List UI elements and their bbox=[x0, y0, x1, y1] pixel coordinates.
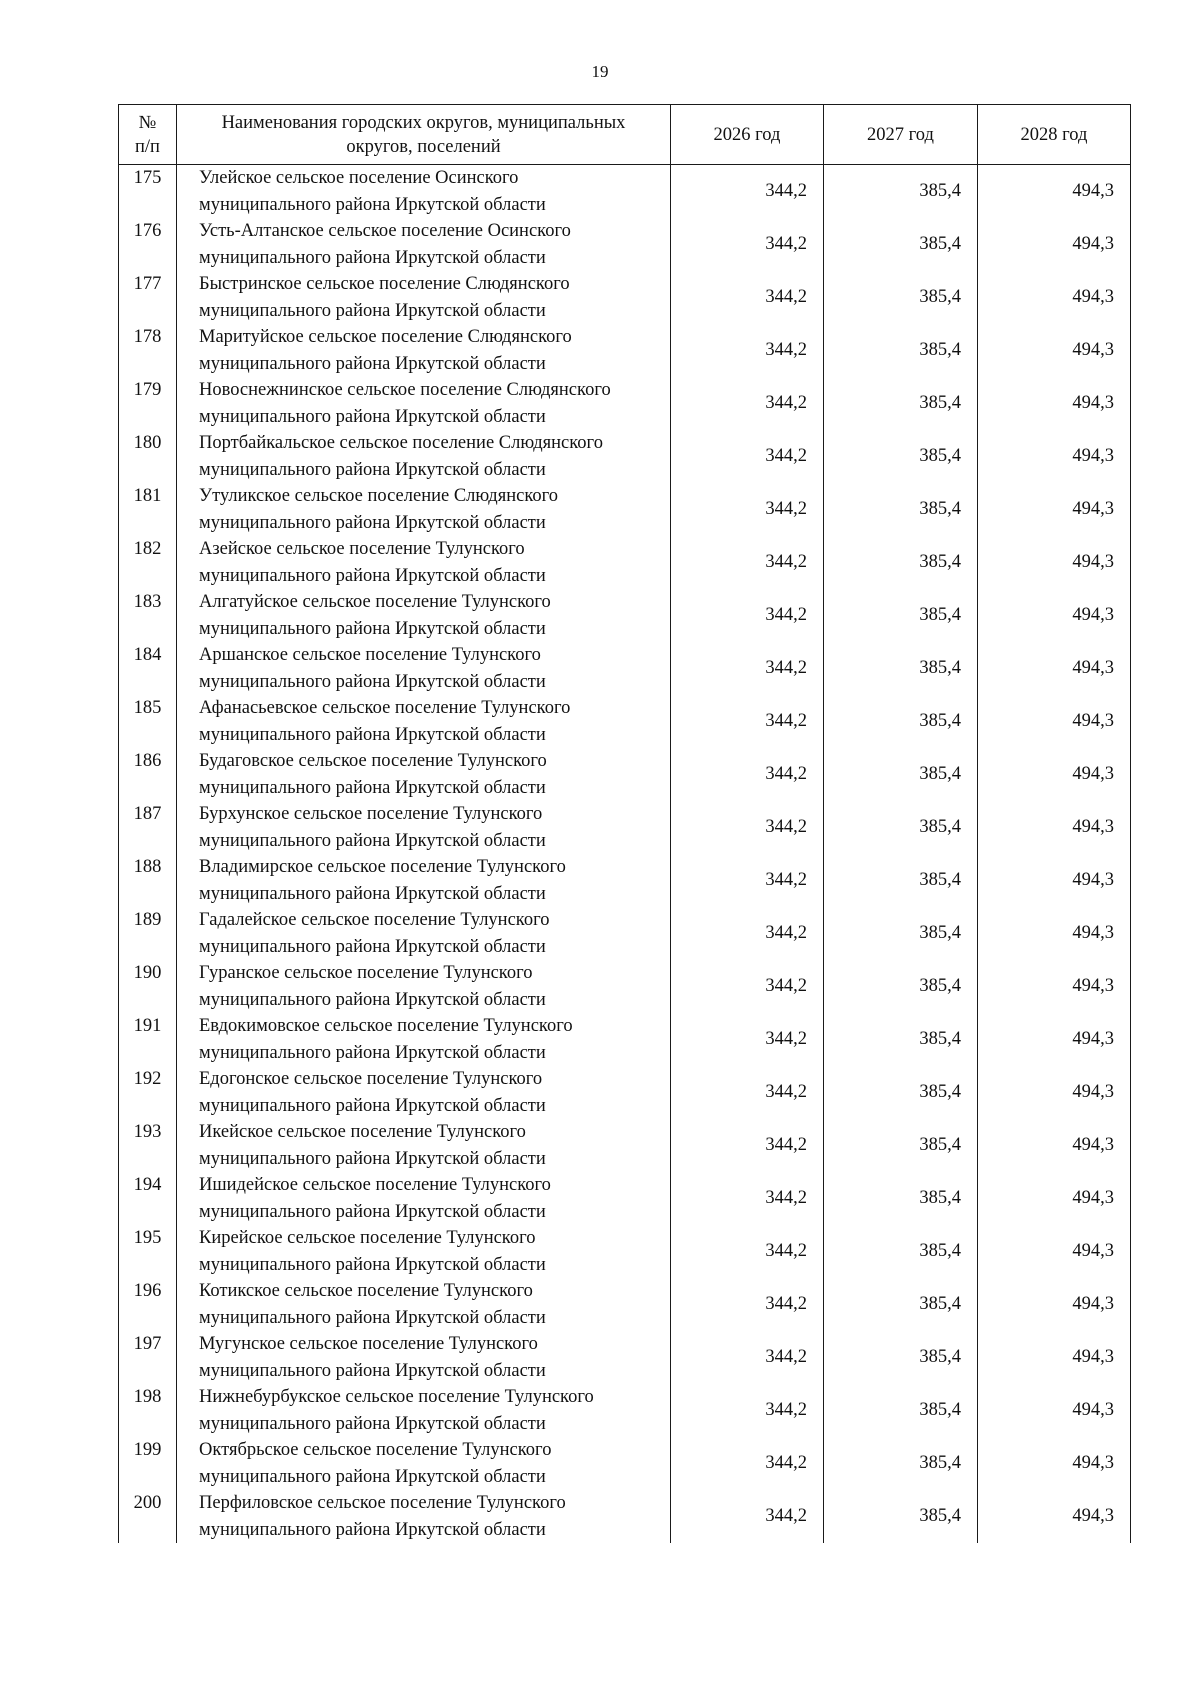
settlement-name-line1: Гадалейское сельское поселение Тулунского bbox=[199, 910, 550, 930]
settlement-name-line1: Маритуйское сельское поселение Слюдянского bbox=[199, 327, 572, 347]
settlement-name-line1: Азейское сельское поселение Тулунского bbox=[199, 539, 525, 559]
row-settlement-name bbox=[177, 1225, 671, 1278]
table-row bbox=[119, 1066, 1131, 1119]
settlement-name-line2: муниципального района Иркутской области bbox=[199, 1148, 546, 1169]
value-2027: 385,4 bbox=[824, 1384, 978, 1437]
value-2028: 494,3 bbox=[978, 589, 1131, 642]
value-2028: 494,3 bbox=[978, 1490, 1131, 1543]
value-2026: 344,2 bbox=[671, 324, 824, 377]
settlement-name-line2: муниципального района Иркутской области bbox=[199, 459, 546, 480]
row-settlement-name bbox=[177, 854, 671, 907]
value-2026: 344,2 bbox=[671, 1119, 824, 1172]
row-settlement-name bbox=[177, 642, 671, 695]
table-row bbox=[119, 642, 1131, 695]
value-2026: 344,2 bbox=[671, 1225, 824, 1278]
value-2028: 494,3 bbox=[978, 430, 1131, 483]
page-number: 19 bbox=[591, 62, 609, 81]
value-2026: 344,2 bbox=[671, 165, 824, 219]
row-number: 188 bbox=[119, 854, 177, 907]
row-number: 192 bbox=[119, 1066, 177, 1119]
table-row bbox=[119, 218, 1131, 271]
value-2028: 494,3 bbox=[978, 536, 1131, 589]
row-number: 196 bbox=[119, 1278, 177, 1331]
row-settlement-name bbox=[177, 1278, 671, 1331]
value-2026: 344,2 bbox=[671, 801, 824, 854]
row-settlement-name bbox=[177, 1119, 671, 1172]
row-number: 183 bbox=[119, 589, 177, 642]
value-2026: 344,2 bbox=[671, 483, 824, 536]
value-2028: 494,3 bbox=[978, 695, 1131, 748]
row-number: 179 bbox=[119, 377, 177, 430]
value-2028: 494,3 bbox=[978, 907, 1131, 960]
table-row bbox=[119, 748, 1131, 801]
row-number: 187 bbox=[119, 801, 177, 854]
settlement-name-line1: Алгатуйское сельское поселение Тулунского bbox=[199, 592, 551, 612]
settlement-name-line2: муниципального района Иркутской области bbox=[199, 1095, 546, 1116]
table-row bbox=[119, 324, 1131, 377]
value-2026: 344,2 bbox=[671, 1331, 824, 1384]
settlement-name-line1: Усть-Алтанское сельское поселение Осинского bbox=[199, 221, 571, 241]
row-number: 189 bbox=[119, 907, 177, 960]
row-number: 190 bbox=[119, 960, 177, 1013]
value-2027: 385,4 bbox=[824, 1172, 978, 1225]
row-settlement-name bbox=[177, 324, 671, 377]
row-number: 176 bbox=[119, 218, 177, 271]
value-2027: 385,4 bbox=[824, 748, 978, 801]
header-name-line1: Наименования городских округов, муниципальных bbox=[221, 112, 626, 133]
settlement-name-line2: муниципального района Иркутской области bbox=[199, 1360, 546, 1381]
row-number: 185 bbox=[119, 695, 177, 748]
value-2027: 385,4 bbox=[824, 1437, 978, 1490]
row-number: 197 bbox=[119, 1331, 177, 1384]
header-name bbox=[177, 105, 671, 165]
row-settlement-name bbox=[177, 1172, 671, 1225]
table-row bbox=[119, 536, 1131, 589]
settlement-name-line2: муниципального района Иркутской области bbox=[199, 883, 546, 904]
row-number: 193 bbox=[119, 1119, 177, 1172]
value-2028: 494,3 bbox=[978, 748, 1131, 801]
value-2027: 385,4 bbox=[824, 1066, 978, 1119]
value-2028: 494,3 bbox=[978, 854, 1131, 907]
value-2028: 494,3 bbox=[978, 1225, 1131, 1278]
value-2026: 344,2 bbox=[671, 695, 824, 748]
row-number: 184 bbox=[119, 642, 177, 695]
settlement-name-line1: Утуликское сельское поселение Слюдянского bbox=[199, 486, 558, 506]
table-row bbox=[119, 960, 1131, 1013]
settlement-name-line1: Афанасьевское сельское поселение Тулунского bbox=[199, 698, 571, 718]
value-2026: 344,2 bbox=[671, 377, 824, 430]
settlement-name-line1: Портбайкальское сельское поселение Слюдянского bbox=[199, 433, 603, 453]
value-2026: 344,2 bbox=[671, 1172, 824, 1225]
value-2027: 385,4 bbox=[824, 1331, 978, 1384]
table-row bbox=[119, 1331, 1131, 1384]
budget-table-container bbox=[118, 104, 1130, 1543]
value-2027: 385,4 bbox=[824, 483, 978, 536]
value-2027: 385,4 bbox=[824, 271, 978, 324]
value-2027: 385,4 bbox=[824, 1278, 978, 1331]
row-number: 175 bbox=[119, 165, 177, 219]
settlement-name-line1: Кирейское сельское поселение Тулунского bbox=[199, 1228, 536, 1248]
settlement-name-line1: Будаговское сельское поселение Тулунского bbox=[199, 751, 547, 771]
row-settlement-name bbox=[177, 801, 671, 854]
header-number-symbol: № bbox=[138, 112, 157, 133]
row-number: 186 bbox=[119, 748, 177, 801]
row-number: 178 bbox=[119, 324, 177, 377]
header-name-line2: округов, поселений bbox=[346, 136, 501, 157]
value-2028: 494,3 bbox=[978, 1013, 1131, 1066]
value-2027: 385,4 bbox=[824, 1225, 978, 1278]
row-number: 182 bbox=[119, 536, 177, 589]
value-2026: 344,2 bbox=[671, 748, 824, 801]
row-number: 177 bbox=[119, 271, 177, 324]
value-2026: 344,2 bbox=[671, 854, 824, 907]
settlement-name-line1: Бурхунское сельское поселение Тулунского bbox=[199, 804, 543, 824]
settlement-name-line1: Икейское сельское поселение Тулунского bbox=[199, 1122, 526, 1142]
settlement-name-line2: муниципального района Иркутской области bbox=[199, 724, 546, 745]
value-2027: 385,4 bbox=[824, 854, 978, 907]
settlement-name-line2: муниципального района Иркутской области bbox=[199, 1307, 546, 1328]
value-2026: 344,2 bbox=[671, 1437, 824, 1490]
header-number bbox=[119, 105, 177, 165]
table-header-row bbox=[119, 105, 1131, 165]
settlement-name-line1: Ишидейское сельское поселение Тулунского bbox=[199, 1175, 551, 1195]
settlement-name-line1: Котикское сельское поселение Тулунского bbox=[199, 1281, 533, 1301]
value-2026: 344,2 bbox=[671, 1384, 824, 1437]
row-settlement-name bbox=[177, 589, 671, 642]
value-2026: 344,2 bbox=[671, 1278, 824, 1331]
value-2026: 344,2 bbox=[671, 1013, 824, 1066]
table-row bbox=[119, 1490, 1131, 1543]
settlement-name-line1: Перфиловское сельское поселение Тулунского bbox=[199, 1493, 566, 1513]
table-row bbox=[119, 483, 1131, 536]
settlement-name-line1: Едогонское сельское поселение Тулунского bbox=[199, 1069, 543, 1089]
row-settlement-name bbox=[177, 1331, 671, 1384]
value-2027: 385,4 bbox=[824, 165, 978, 219]
value-2027: 385,4 bbox=[824, 536, 978, 589]
value-2028: 494,3 bbox=[978, 1278, 1131, 1331]
row-number: 180 bbox=[119, 430, 177, 483]
settlement-name-line2: муниципального района Иркутской области bbox=[199, 353, 546, 374]
row-number: 195 bbox=[119, 1225, 177, 1278]
row-settlement-name bbox=[177, 1490, 671, 1543]
settlement-name-line2: муниципального района Иркутской области bbox=[199, 1201, 546, 1222]
value-2026: 344,2 bbox=[671, 218, 824, 271]
budget-table bbox=[118, 104, 1131, 1543]
table-row bbox=[119, 801, 1131, 854]
table-row bbox=[119, 854, 1131, 907]
settlement-name-line1: Владимирское сельское поселение Тулунского bbox=[199, 857, 566, 877]
table-row bbox=[119, 1225, 1131, 1278]
value-2026: 344,2 bbox=[671, 589, 824, 642]
value-2028: 494,3 bbox=[978, 1437, 1131, 1490]
table-row bbox=[119, 430, 1131, 483]
table-row bbox=[119, 1013, 1131, 1066]
settlement-name-line2: муниципального района Иркутской области bbox=[199, 1413, 546, 1434]
value-2028: 494,3 bbox=[978, 1331, 1131, 1384]
value-2026: 344,2 bbox=[671, 642, 824, 695]
settlement-name-line2: муниципального района Иркутской области bbox=[199, 565, 546, 586]
value-2027: 385,4 bbox=[824, 324, 978, 377]
row-number: 194 bbox=[119, 1172, 177, 1225]
value-2028: 494,3 bbox=[978, 642, 1131, 695]
table-row bbox=[119, 271, 1131, 324]
table-body bbox=[119, 165, 1131, 1544]
settlement-name-line1: Улейское сельское поселение Осинского bbox=[199, 168, 519, 188]
row-number: 198 bbox=[119, 1384, 177, 1437]
header-year-2027: 2027 год bbox=[824, 105, 978, 165]
row-settlement-name bbox=[177, 907, 671, 960]
settlement-name-line2: муниципального района Иркутской области bbox=[199, 194, 546, 215]
table-row bbox=[119, 1437, 1131, 1490]
value-2026: 344,2 bbox=[671, 271, 824, 324]
value-2028: 494,3 bbox=[978, 801, 1131, 854]
row-settlement-name bbox=[177, 1066, 671, 1119]
row-settlement-name bbox=[177, 1437, 671, 1490]
value-2028: 494,3 bbox=[978, 218, 1131, 271]
settlement-name-line1: Аршанское сельское поселение Тулунского bbox=[199, 645, 541, 665]
value-2026: 344,2 bbox=[671, 536, 824, 589]
header-number-abbr: п/п bbox=[135, 136, 160, 157]
row-number: 200 bbox=[119, 1490, 177, 1543]
value-2028: 494,3 bbox=[978, 1119, 1131, 1172]
row-settlement-name bbox=[177, 695, 671, 748]
settlement-name-line2: муниципального района Иркутской области bbox=[199, 777, 546, 798]
value-2028: 494,3 bbox=[978, 165, 1131, 219]
table-row bbox=[119, 1278, 1131, 1331]
value-2028: 494,3 bbox=[978, 1172, 1131, 1225]
row-number: 191 bbox=[119, 1013, 177, 1066]
row-settlement-name bbox=[177, 536, 671, 589]
settlement-name-line2: муниципального района Иркутской области bbox=[199, 512, 546, 533]
settlement-name-line1: Мугунское сельское поселение Тулунского bbox=[199, 1334, 538, 1354]
settlement-name-line1: Евдокимовское сельское поселение Тулунского bbox=[199, 1016, 573, 1036]
value-2028: 494,3 bbox=[978, 960, 1131, 1013]
row-number: 181 bbox=[119, 483, 177, 536]
value-2026: 344,2 bbox=[671, 1066, 824, 1119]
settlement-name-line1: Октябрьское сельское поселение Тулунского bbox=[199, 1440, 552, 1460]
settlement-name-line1: Нижнебурбукское сельское поселение Тулунского bbox=[199, 1387, 594, 1407]
settlement-name-line2: муниципального района Иркутской области bbox=[199, 671, 546, 692]
row-settlement-name bbox=[177, 271, 671, 324]
value-2026: 344,2 bbox=[671, 907, 824, 960]
settlement-name-line2: муниципального района Иркутской области bbox=[199, 936, 546, 957]
row-settlement-name bbox=[177, 483, 671, 536]
value-2027: 385,4 bbox=[824, 589, 978, 642]
settlement-name-line2: муниципального района Иркутской области bbox=[199, 830, 546, 851]
value-2028: 494,3 bbox=[978, 483, 1131, 536]
value-2027: 385,4 bbox=[824, 695, 978, 748]
settlement-name-line2: муниципального района Иркутской области bbox=[199, 1519, 546, 1540]
row-settlement-name bbox=[177, 748, 671, 801]
table-row bbox=[119, 165, 1131, 219]
table-row bbox=[119, 377, 1131, 430]
settlement-name-line2: муниципального района Иркутской области bbox=[199, 300, 546, 321]
settlement-name-line2: муниципального района Иркутской области bbox=[199, 406, 546, 427]
table-row bbox=[119, 1172, 1131, 1225]
value-2026: 344,2 bbox=[671, 960, 824, 1013]
row-settlement-name bbox=[177, 218, 671, 271]
row-settlement-name bbox=[177, 377, 671, 430]
table-row bbox=[119, 907, 1131, 960]
value-2027: 385,4 bbox=[824, 907, 978, 960]
value-2027: 385,4 bbox=[824, 1013, 978, 1066]
settlement-name-line2: муниципального района Иркутской области bbox=[199, 1466, 546, 1487]
row-settlement-name bbox=[177, 1384, 671, 1437]
value-2027: 385,4 bbox=[824, 1119, 978, 1172]
value-2027: 385,4 bbox=[824, 960, 978, 1013]
settlement-name-line2: муниципального района Иркутской области bbox=[199, 247, 546, 268]
table-row bbox=[119, 1384, 1131, 1437]
value-2027: 385,4 bbox=[824, 218, 978, 271]
row-settlement-name bbox=[177, 430, 671, 483]
settlement-name-line1: Гуранское сельское поселение Тулунского bbox=[199, 963, 533, 983]
header-year-2028: 2028 год bbox=[978, 105, 1131, 165]
value-2028: 494,3 bbox=[978, 1384, 1131, 1437]
value-2028: 494,3 bbox=[978, 377, 1131, 430]
row-settlement-name bbox=[177, 960, 671, 1013]
settlement-name-line1: Новоснежнинское сельское поселение Слюдянского bbox=[199, 380, 611, 400]
value-2027: 385,4 bbox=[824, 642, 978, 695]
row-settlement-name bbox=[177, 165, 671, 219]
settlement-name-line2: муниципального района Иркутской области bbox=[199, 1254, 546, 1275]
settlement-name-line1: Быстринское сельское поселение Слюдянского bbox=[199, 274, 570, 294]
row-settlement-name bbox=[177, 1013, 671, 1066]
value-2026: 344,2 bbox=[671, 430, 824, 483]
value-2028: 494,3 bbox=[978, 324, 1131, 377]
settlement-name-line2: муниципального района Иркутской области bbox=[199, 618, 546, 639]
table-row bbox=[119, 1119, 1131, 1172]
settlement-name-line2: муниципального района Иркутской области bbox=[199, 1042, 546, 1063]
row-number: 199 bbox=[119, 1437, 177, 1490]
value-2027: 385,4 bbox=[824, 801, 978, 854]
table-row bbox=[119, 695, 1131, 748]
table-row bbox=[119, 589, 1131, 642]
header-year-2026: 2026 год bbox=[671, 105, 824, 165]
value-2027: 385,4 bbox=[824, 1490, 978, 1543]
value-2027: 385,4 bbox=[824, 430, 978, 483]
value-2028: 494,3 bbox=[978, 1066, 1131, 1119]
value-2027: 385,4 bbox=[824, 377, 978, 430]
value-2026: 344,2 bbox=[671, 1490, 824, 1543]
value-2028: 494,3 bbox=[978, 271, 1131, 324]
settlement-name-line2: муниципального района Иркутской области bbox=[199, 989, 546, 1010]
